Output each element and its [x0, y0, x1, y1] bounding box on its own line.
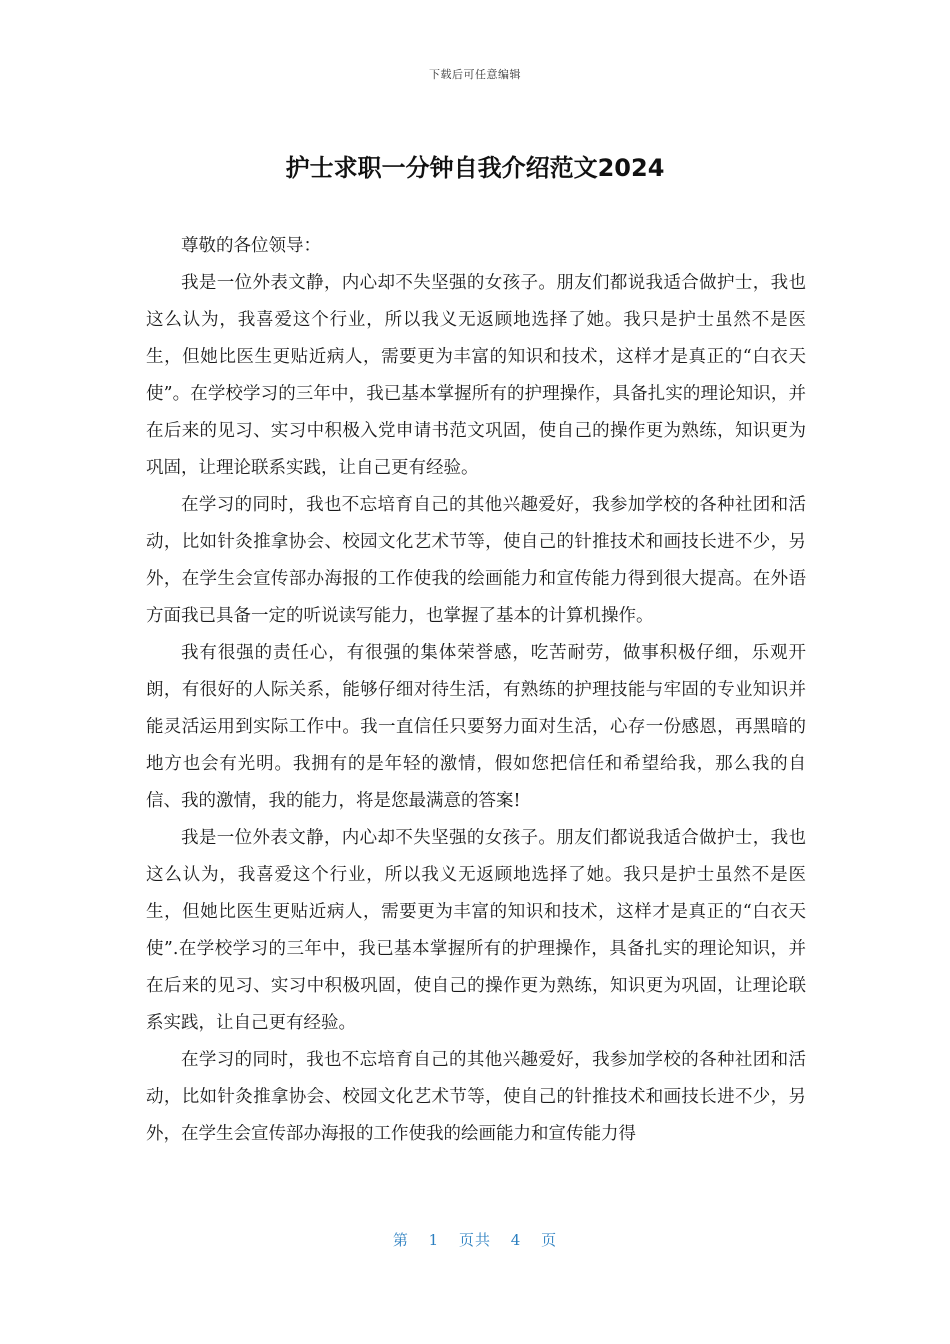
total-page-count: 4	[510, 1231, 522, 1249]
document-body	[146, 228, 806, 1153]
body-paragraph: 我是一位外表文静，内心却不失坚强的女孩子。朋友们都说我适合做护士，我也这么认为，我喜爱这个行业，所以我义无返顾地选择了她。我只是护士虽然不是医生，但她比医生更贴近病人，需要更为丰富的知识和技术，这样才是真正的“白衣天使”.在学校学习的三年中，我已基本掌握所有的护理操作，具备扎实的理论知识，并在后来的见习、实习中积极巩固，使自己的操作更为熟练，知识更为巩固，让理论联系实践，让自己更有经验。	[146, 828, 806, 1033]
body-paragraph: 我是一位外表文静，内心却不失坚强的女孩子。朋友们都说我适合做护士，我也这么认为，我喜爱这个行业，所以我义无返顾地选择了她。我只是护士虽然不是医生，但她比医生更贴近病人，需要更为丰富的知识和技术，这样才是真正的“白衣天使”。在学校学习的三年中，我已基本掌握所有的护理操作，具备扎实的理论知识，并在后来的见习、实习中积极入党申请书范文巩固，使自己的操作更为熟练，知识更为巩固，让理论联系实践，让自己更有经验。	[146, 273, 806, 478]
body-paragraph: 在学习的同时，我也不忘培育自己的其他兴趣爱好，我参加学校的各种社团和活动，比如针灸推拿协会、校园文化艺术节等，使自己的针推技术和画技长进不少，另外，在学生会宣传部办海报的工作使我的绘画能力和宣传能力得到很大提高。在外语方面我已具备一定的听说读写能力，也掌握了基本的计算机操作。	[146, 495, 806, 626]
header-note: 下载后可任意编辑	[429, 68, 521, 81]
salutation-paragraph: 尊敬的各位领导：	[181, 236, 321, 256]
footer-prefix: 第	[392, 1231, 409, 1249]
current-page-number: 1	[428, 1231, 440, 1249]
body-paragraph: 在学习的同时，我也不忘培育自己的其他兴趣爱好，我参加学校的各种社团和活动，比如针灸推拿协会、校园文化艺术节等，使自己的针推技术和画技长进不少，另外，在学生会宣传部办海报的工作使我的绘画能力和宣传能力得	[146, 1050, 806, 1144]
document-title: 护士求职一分钟自我介绍范文2024	[285, 154, 665, 182]
footer-suffix: 页	[541, 1231, 558, 1249]
body-paragraph: 我有很强的责任心，有很强的集体荣誉感，吃苦耐劳，做事积极仔细，乐观开朗，有很好的人际关系，能够仔细对待生活，有熟练的护理技能与牢固的专业知识并能灵活运用到实际工作中。我一直信任只要努力面对生活，心存一份感恩，再黑暗的地方也会有光明。我拥有的是年轻的激情，假如您把信任和希望给我，那么我的自信、我的激情，我的能力，将是您最满意的答案!	[146, 643, 806, 811]
footer-middle: 页共	[458, 1231, 491, 1249]
page-number-footer	[0, 1229, 950, 1250]
